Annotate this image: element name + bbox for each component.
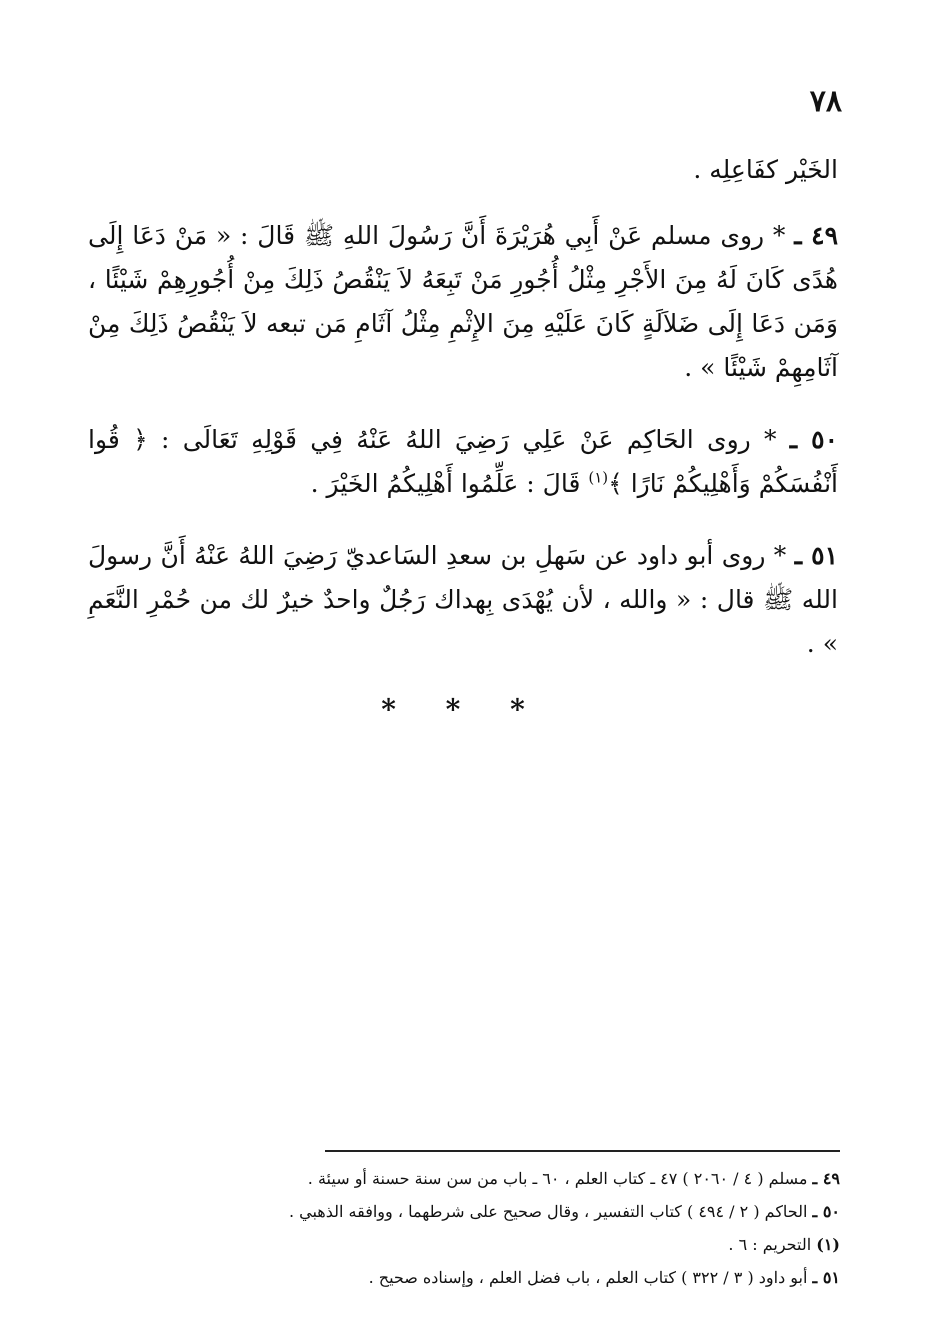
footnote-text: أبو داود ( ٣ / ٣٢٢ ) كتاب العلم ، باب فضل العلم ، وإسناده صحيح . [368,1268,808,1287]
footnote-ref: (١) [588,468,609,487]
footnote-number: ٤٩ ـ [812,1169,840,1188]
hadith-text: * روى مسلم عَنْ أَبِي هُرَيْرَةَ أَنَّ رَسُولَ اللهِ ﷺ قَالَ : « مَنْ دَعَا إِلَى هُدًى كَانَ لَهُ مِنَ الأَجْرِ مِثْلُ أُجُورِ مَنْ تَبِعَهُ لاَ يَنْقُصُ ذَلِكَ مِنْ أُجُورِهِمْ شَيْئًا ، وَمَن دَعَا إِلَى ضَلاَلَةٍ كَانَ عَلَيْهِ مِنَ الإِثْمِ مِثْلُ آثَامِ مَن تبعه لاَ يَنْقُصُ ذَلِكَ مِنْ آثَامِهِمْ شَيْئًا » . [88,221,838,382]
continuation-text: الخَيْر كفَاعِلِه . [693,155,838,184]
footnote-text: الحاكم ( ٢ / ٤٩٤ ) كتاب التفسير ، وقال صحيح على شرطهما ، ووافقه الذهبي . [288,1202,808,1221]
hadith-text-after: قَالَ : عَلِّمُوا أَهْلِيكُمُ الخَيْرَ . [310,469,589,498]
page-number: ٧٨ [809,84,842,119]
footnote-number: ٥٠ ـ [812,1202,840,1221]
footnote-number: (١) [816,1235,840,1254]
footnote [80,1162,840,1195]
hadith-number: ٤٩ ـ [794,221,839,250]
footnote-number: ٥١ ـ [812,1268,840,1287]
hadith-text: * روى أبو داود عن سَهلِ بن سعدِ السَاعديّ رَضِيَ اللهُ عَنْهُ أَنَّ رسولَ الله ﷺ قال : « والله ، لأن يُهْدَى بِهداك رَجُلٌ واحدٌ خيرٌ لك من حُمْرِ النَّعَمِ » . [88,541,838,658]
footnotes [80,1162,840,1294]
footnote-divider [325,1150,840,1152]
footnote-text: مسلم ( ٤ / ٢٠٦٠ ) ٤٧ ـ كتاب العلم ، ٦٠ ـ باب من سن سنة حسنة أو سيئة . [307,1169,808,1188]
hadith-51 [88,534,838,666]
hadith-number: ٥٠ ـ [789,425,838,454]
body-text [88,148,838,732]
footnote [80,1228,840,1261]
footnote [80,1195,840,1228]
hadith-49 [88,214,838,390]
hadith-text: * روى الحَاكِم عَنْ عَلِي رَضِيَ اللهُ عَنْهُ فِي قَوْلِهِ تَعَالَى : ﴿ قُوا أَنْفُسَكُمْ وَأَهْلِيكُمْ نَارًا ﴾ [88,425,838,498]
section-separator: * * * [381,693,545,726]
hadith-number: ٥١ ـ [794,541,838,570]
footnote [80,1261,840,1294]
footnote-text: التحريم : ٦ . [728,1235,812,1254]
hadith-50 [88,418,838,506]
